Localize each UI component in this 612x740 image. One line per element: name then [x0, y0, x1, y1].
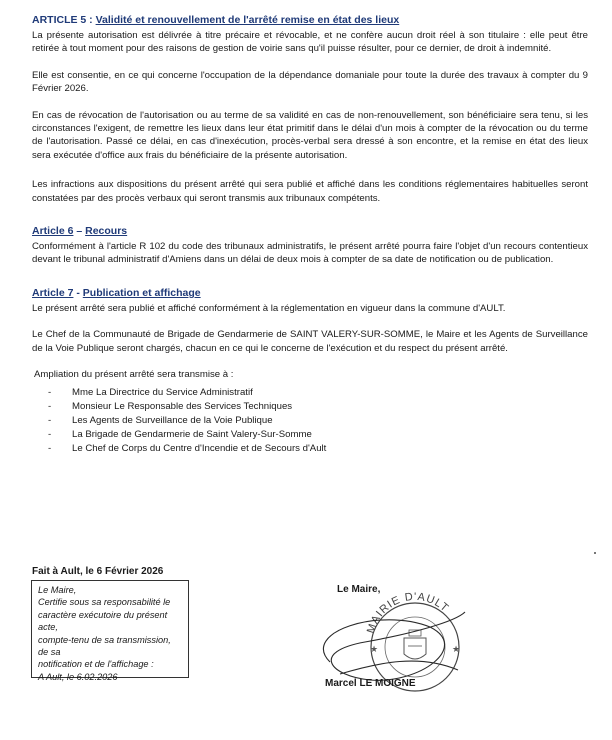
list-item: - Monsieur Le Responsable des Services Techniques — [32, 400, 588, 414]
certification-line: A Ault, le 6.02.2026 — [38, 671, 118, 682]
list-dash: - — [48, 429, 52, 441]
certification-line: compte-tenu de sa transmission, de sa — [38, 634, 171, 658]
list-item: - La Brigade de Gendarmerie de Saint Valery-Sur-Somme — [32, 428, 588, 442]
list-dash: - — [48, 443, 52, 455]
signature-date: Fait à Ault, le 6 Février 2026 — [32, 566, 164, 577]
mayor-name: Marcel LE MOIGNE — [325, 678, 416, 689]
article6-paragraph-1: Conformément à l'article R 102 du code des tribunaux administratifs, le présent arrêté pourra faire l'objet d'un recours contentieux devant le tribunal administratif d'Amiens dans un délai de deux mois à compter de sa date de notification ou de publication. — [32, 241, 588, 266]
mayor-seal-and-signature — [270, 592, 470, 692]
article5-paragraph-3: En cas de révocation de l'autorisation ou au terme de sa validité en cas de non-renouvellement, son bénéficiaire sera tenu, si les circonstances l'exigent, de remettre les lieux dans leur état primitif dans le délai d'un mois à compter de la révocation ou du terme de l'autorisation. Passé ce délai, en cas d'inexécution, procès-verbal sera dressé à son encontre, et la remise en état des lieux sera exécutée d'office aux frais du bénéficiaire de la présente autorisation. — [32, 109, 588, 161]
seal-text: MAIRIE D'AULT — [364, 592, 452, 635]
certification-box — [31, 580, 189, 682]
article5-heading — [32, 14, 588, 27]
document-page — [32, 14, 588, 457]
page-mark — [594, 552, 596, 554]
certification-line: Certifie sous sa responsabilité le — [38, 597, 171, 608]
article7-paragraph-2: Le Chef de la Communauté de Brigade de Gendarmerie de SAINT VALERY-SUR-SOMME, le Maire et les Agents de Surveillance de la Voie Publique seront chargés, chacun en ce qui le concerne de l'exécution et du respect du présent arrêté. — [32, 329, 588, 354]
article6-heading — [32, 225, 588, 238]
article7-paragraph-1: Le présent arrêté sera publié et affiché conformément à la réglementation en vigueur dans la commune d'AULT. — [32, 302, 506, 314]
article7-heading-sep: - — [73, 286, 83, 299]
article5-paragraph-2: Elle est consentie, en ce qui concerne l'occupation de la dépendance domaniale pour toute la durée des travaux à compter du 9 Février 2026. — [32, 69, 588, 95]
ampliation-list — [32, 386, 588, 457]
certification-line: Le Maire, — [38, 585, 77, 595]
list-dash: - — [48, 386, 52, 398]
article5-paragraph-4: Les infractions aux dispositions du présent arrêté qui sera publié et affiché dans les conditions réglementaires habituelles seront constatées par des procès verbaux qui seront transmis aux tribunaux compétents. — [32, 179, 588, 204]
seal-star-icon: ★ — [452, 644, 461, 654]
list-dash: - — [48, 400, 52, 412]
list-dash: - — [48, 414, 52, 426]
seal-star-icon: ★ — [370, 644, 379, 654]
article6-heading-text: Recours — [85, 225, 128, 238]
certification-line: notification et de l'affichage : — [38, 659, 154, 670]
list-item: - Mme La Directrice du Service Administratif — [32, 386, 588, 400]
article7-heading-text: Publication et affichage — [82, 286, 201, 299]
list-item: - Les Agents de Surveillance de la Voie Publique — [32, 414, 588, 428]
article5-heading-prefix: ARTICLE 5 : — [32, 14, 96, 26]
signature-icon — [323, 612, 465, 680]
article6-heading-sep: – — [73, 225, 86, 238]
seal-emblem-icon — [404, 630, 426, 659]
article5-paragraph-1: La présente autorisation est délivrée à titre précaire et révocable, et ne confère aucun droit réel à son titulaire : elle peut être retirée à tout moment pour des raisons de gestion de voirie sans qu'il puisse résulter, pour ce dernier, de droit à indemnité. — [32, 30, 588, 55]
article7-heading-prefix: Article 7 — [32, 286, 74, 299]
article7-heading — [32, 287, 588, 300]
article6-heading-prefix: Article 6 — [32, 225, 74, 238]
seal-inner-ring — [385, 617, 445, 677]
list-item: - Le Chef de Corps du Centre d'Incendie et de Secours d'Ault — [32, 442, 588, 456]
certification-line: caractère exécutoire du présent acte, — [38, 609, 168, 633]
mayor-label: Le Maire, — [337, 584, 381, 595]
ampliation-intro: Ampliation du présent arrêté sera transmise à : — [34, 369, 234, 381]
article5-heading-text: Validité et renouvellement de l'arrêté remise en état des lieux — [95, 14, 400, 26]
